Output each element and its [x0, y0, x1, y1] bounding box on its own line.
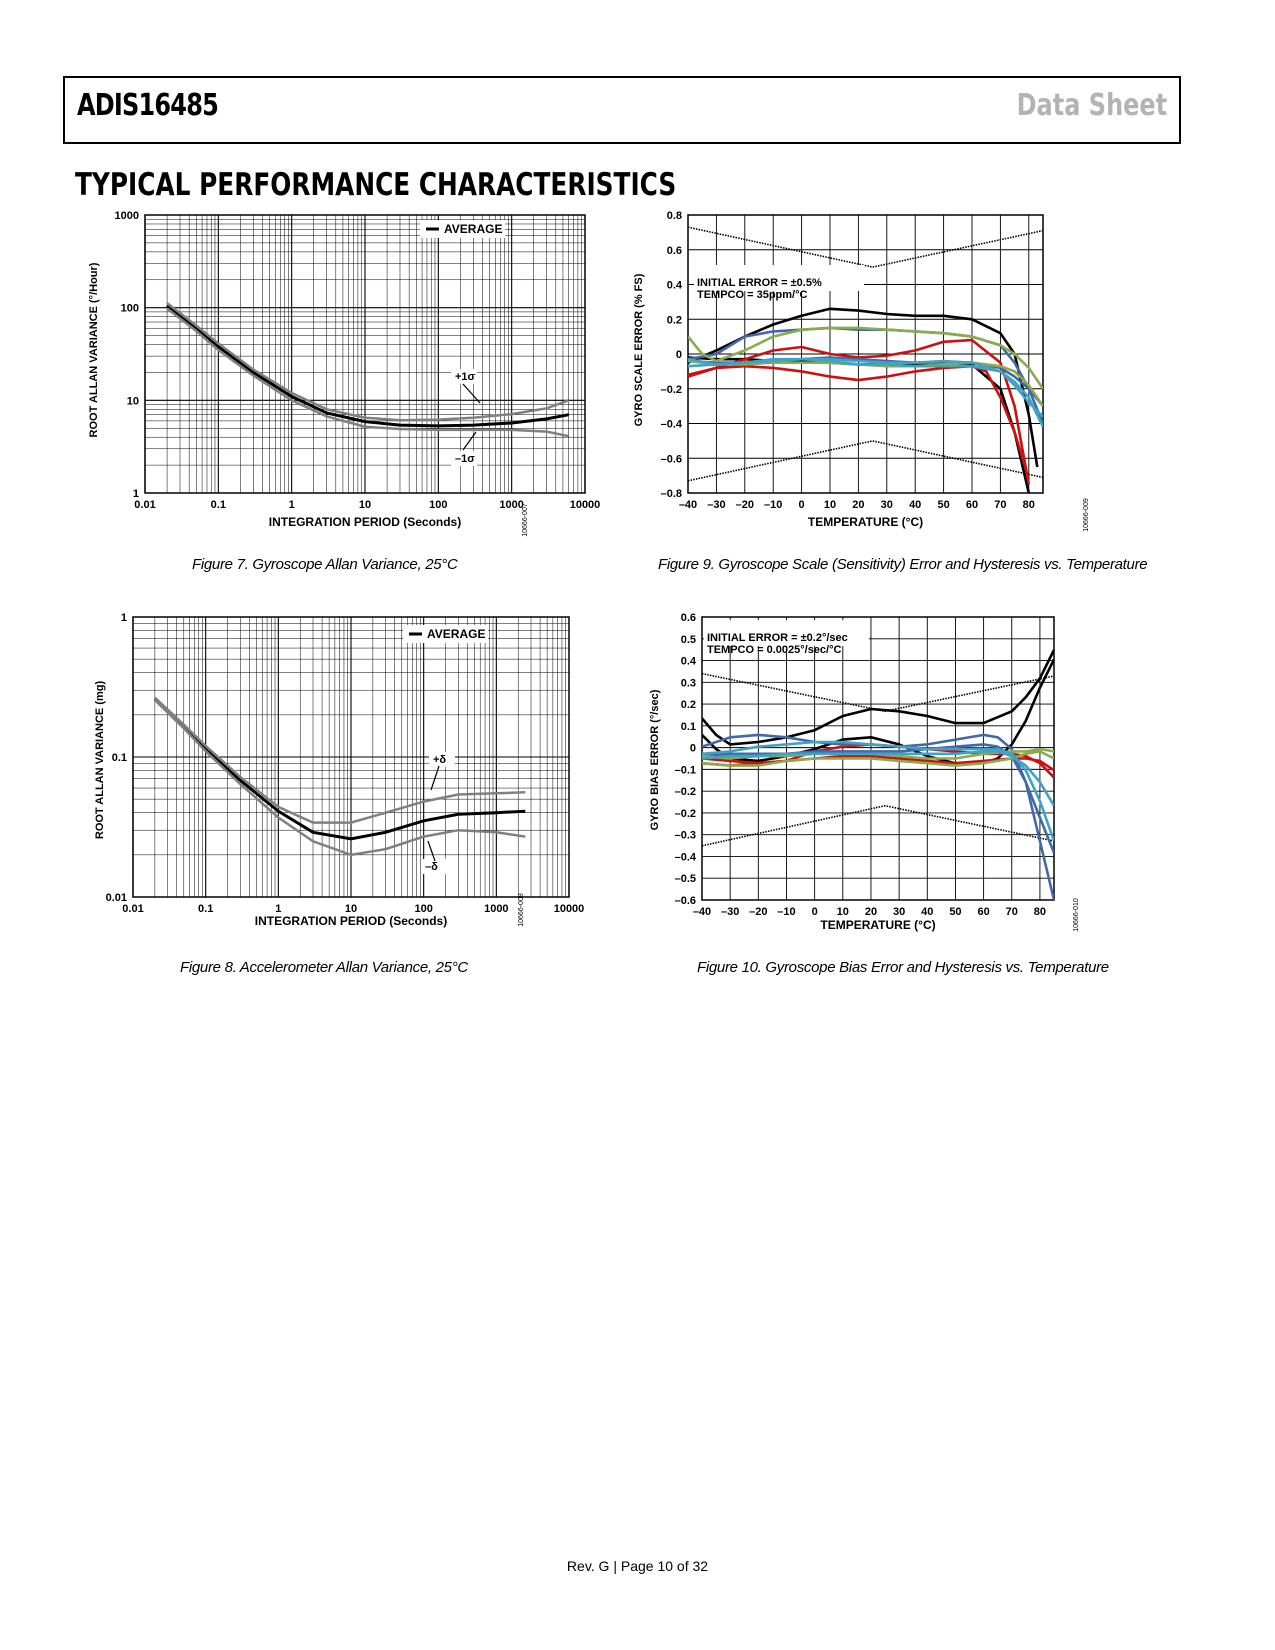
legend-label: AVERAGE	[444, 222, 503, 236]
x-tick-label: –30	[707, 499, 726, 511]
figure-7-chart	[85, 203, 601, 548]
figure-7-caption: Figure 7. Gyroscope Allan Variance, 25°C	[192, 556, 458, 573]
x-tick-label: –20	[735, 499, 754, 511]
annotation-line-2: TEMPCO = 0.0025°/sec/°C	[707, 644, 842, 656]
x-tick-label: 70	[1005, 906, 1018, 918]
y-tick-label: –0.1	[674, 764, 696, 777]
figure-10-chart	[649, 605, 1170, 955]
y-tick-label: 0	[689, 742, 696, 755]
x-tick-label: 100	[414, 903, 433, 915]
limit-line	[688, 227, 1043, 267]
y-tick-label: 0.2	[666, 314, 682, 327]
x-tick-label: 1	[275, 903, 282, 915]
y-tick-label: 0.2	[680, 699, 696, 712]
y-axis-label: ROOT ALLAN VARIANCE (°/Hour)	[88, 262, 100, 438]
x-axis-label: INTEGRATION PERIOD (Seconds)	[254, 914, 448, 928]
series-line	[155, 700, 525, 855]
y-tick-label: 0.1	[680, 720, 696, 733]
y-tick-label: 0.1	[111, 752, 127, 764]
y-tick-label: –0.5	[674, 873, 696, 886]
chart-svg	[85, 203, 601, 568]
y-tick-label: –0.8	[660, 488, 682, 500]
x-tick-label: 0	[811, 906, 818, 918]
part-number: ADIS16485	[77, 88, 219, 123]
figure-code: 10666-010	[1073, 898, 1080, 932]
y-tick-label: 0.4	[666, 279, 682, 292]
x-tick-label: 60	[977, 906, 990, 918]
x-tick-label: 40	[909, 499, 922, 511]
limit-line	[702, 806, 1054, 846]
x-tick-label: 0	[798, 499, 805, 511]
annotation-label: +1σ	[455, 371, 476, 383]
annotation-line-2: TEMPCO = 35ppm/°C	[697, 289, 808, 301]
y-tick-label: 0.3	[680, 677, 696, 690]
y-tick-label: –0.2	[660, 383, 682, 396]
figure-9-chart	[633, 203, 1160, 548]
y-tick-label: 1000	[114, 210, 139, 222]
limit-line	[702, 674, 1054, 712]
annotation-arrow	[463, 432, 476, 450]
figure-8-caption: Figure 8. Accelerometer Allan Variance, 25°C	[180, 959, 468, 976]
y-tick-label: 100	[120, 302, 139, 315]
series-line	[155, 699, 525, 839]
x-tick-label: 10000	[553, 903, 585, 915]
y-tick-label: –0.2	[674, 786, 696, 799]
grid	[145, 215, 585, 493]
page-header	[63, 76, 1181, 144]
chart-svg	[649, 605, 1170, 975]
x-tick-label: 10	[358, 499, 372, 511]
figure-10-caption: Figure 10. Gyroscope Bias Error and Hysteresis vs. Temperature	[697, 959, 1109, 976]
y-tick-label: 0.5	[680, 633, 696, 646]
x-tick-label: –10	[777, 906, 796, 918]
x-tick-label: 50	[949, 906, 962, 918]
y-tick-label: 10	[126, 395, 139, 408]
x-tick-label: 40	[921, 906, 934, 918]
y-tick-label: –0.2	[674, 807, 696, 820]
x-tick-label: 0.1	[198, 903, 214, 915]
annotation-label: +δ	[433, 754, 447, 766]
y-tick-label: 1	[120, 612, 127, 624]
x-tick-label: 1000	[484, 903, 509, 915]
x-axis-label: TEMPERATURE (°C)	[820, 918, 936, 932]
y-tick-label: 0.01	[105, 892, 127, 904]
x-tick-label: –40	[692, 906, 712, 918]
x-axis-label: INTEGRATION PERIOD (Seconds)	[268, 515, 462, 529]
y-tick-label: –0.6	[674, 895, 696, 907]
y-tick-label: 0	[675, 349, 682, 361]
x-tick-label: 80	[1033, 906, 1047, 918]
y-tick-label: 1	[132, 488, 139, 500]
x-tick-label: 10	[823, 499, 837, 511]
x-tick-label: 30	[880, 499, 893, 511]
x-tick-label: 100	[429, 499, 448, 511]
legend-label: AVERAGE	[427, 627, 486, 641]
y-tick-label: –0.6	[660, 453, 682, 466]
x-tick-label: –10	[764, 499, 783, 511]
x-tick-label: –30	[720, 906, 740, 918]
x-tick-label: 1000	[499, 499, 524, 511]
x-tick-label: 20	[852, 499, 865, 511]
figure-code: 10666-008	[518, 893, 525, 927]
series-line	[702, 650, 1054, 744]
figure-9-caption: Figure 9. Gyroscope Scale (Sensitivity) Error and Hysteresis vs. Temperature	[658, 556, 1148, 573]
annotation-label: –δ	[425, 861, 438, 873]
x-tick-label: 80	[1022, 499, 1035, 511]
x-tick-label: 10	[836, 906, 849, 918]
chart-svg	[85, 605, 585, 980]
x-tick-label: 20	[864, 906, 878, 918]
limit-line	[688, 441, 1043, 481]
y-tick-label: 0.6	[666, 244, 682, 257]
y-axis-label: ROOT ALLAN VARIANCE (mg)	[94, 680, 106, 840]
x-tick-label: 10000	[569, 499, 601, 511]
y-tick-label: 0.4	[680, 655, 696, 668]
annotation-arrow	[428, 841, 435, 861]
annotation-line-1: INITIAL ERROR = ±0.5%	[697, 277, 822, 289]
x-tick-label: –20	[749, 906, 768, 918]
chart-svg	[633, 203, 1160, 568]
series-line	[155, 698, 525, 823]
x-tick-label: 0.1	[210, 499, 226, 511]
figure-8-chart	[85, 605, 585, 960]
y-tick-label: –0.4	[674, 851, 696, 864]
x-tick-label: 60	[965, 499, 979, 511]
x-tick-label: 30	[892, 906, 906, 918]
figure-code: 10666-007	[522, 503, 529, 537]
x-tick-label: 1	[288, 499, 295, 511]
annotation-label: –1σ	[455, 453, 475, 465]
annotation-arrow	[431, 766, 439, 790]
y-tick-label: –0.4	[660, 418, 682, 431]
x-axis-label: TEMPERATURE (°C)	[807, 515, 924, 529]
x-tick-label: 70	[994, 499, 1007, 511]
x-tick-label: 10	[344, 903, 358, 915]
section-title: TYPICAL PERFORMANCE CHARACTERISTICS	[75, 167, 677, 203]
y-tick-label: 0.6	[680, 612, 696, 624]
y-axis-label: GYRO BIAS ERROR (°/sec)	[649, 689, 661, 831]
document-type: Data Sheet	[1016, 88, 1167, 123]
figure-code: 10666-009	[1083, 498, 1090, 532]
x-tick-label: 50	[937, 499, 950, 511]
annotation-line-1: INITIAL ERROR = ±0.2°/sec	[707, 632, 848, 644]
y-tick-label: 0.8	[666, 210, 682, 222]
x-tick-label: 0.01	[122, 903, 144, 915]
page-footer: Rev. G | Page 10 of 32	[566, 1558, 709, 1574]
x-tick-label: –40	[678, 499, 698, 511]
x-tick-label: 0.01	[134, 499, 156, 511]
y-tick-label: –0.3	[674, 829, 696, 842]
y-axis-label: GYRO SCALE ERROR (% FS)	[633, 273, 645, 427]
